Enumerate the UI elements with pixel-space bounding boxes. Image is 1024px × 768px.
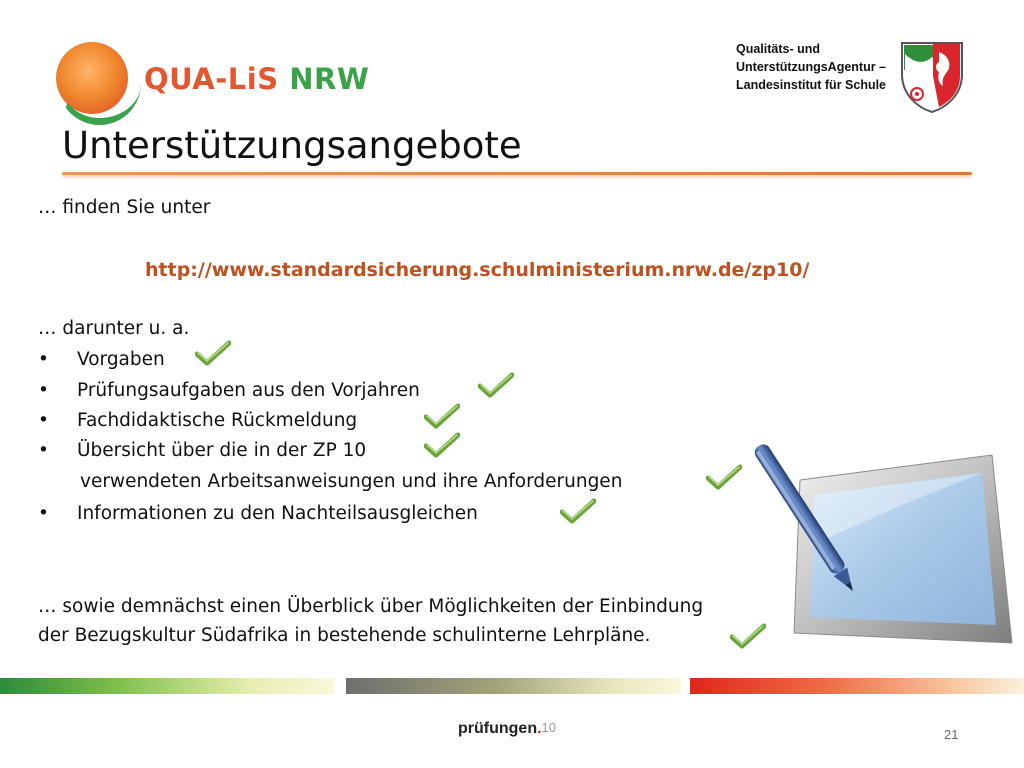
list-item-continuation: verwendeten Arbeitsanweisungen und ihre Anforderungen (80, 471, 623, 492)
footer-brand-text: prüfungen (458, 720, 538, 737)
check-icon (560, 498, 596, 524)
title-underline (62, 172, 972, 175)
among-text: … darunter u. a. (38, 318, 190, 339)
list-item-label: Prüfungsaufgaben aus den Vorjahren (77, 380, 420, 401)
check-icon (424, 432, 460, 458)
qua-lis-logo-swoosh-icon (58, 72, 141, 125)
slide-title: Unterstützungsangebote (62, 124, 522, 167)
footer-brand-dot: . (537, 720, 542, 737)
qua-lis-logo-text (144, 62, 369, 96)
check-icon (706, 464, 742, 490)
footer-brand-suffix: 10 (541, 720, 557, 735)
page-number: 21 (944, 727, 959, 742)
list-item-label: Vorgaben (77, 349, 165, 370)
tablet-pen-icon (742, 425, 1024, 670)
agency-name (736, 40, 896, 94)
check-icon (195, 340, 231, 366)
list-item-label: Übersicht über die in der ZP 10 (77, 440, 367, 461)
resource-link[interactable]: http://www.standardsicherung.schulministerium.nrw.de/zp10/ (145, 259, 810, 281)
logo-part2: NRW (289, 62, 370, 96)
bullet-icon: • (38, 410, 49, 431)
agency-line-2: UnterstützungsAgentur – (736, 60, 886, 74)
footer-brand (458, 720, 556, 738)
list-item-label: Informationen zu den Nachteilsausgleichen (77, 503, 478, 524)
qua-lis-logo (56, 42, 370, 120)
outro-line-1: … sowie demnächst einen Überblick über Möglichkeiten der Einbindung (38, 596, 704, 617)
footer-bar-gray (346, 678, 681, 694)
footer-bar-green (0, 678, 335, 694)
nrw-crest-icon (899, 40, 965, 114)
logo-part1: QUA-LiS (144, 62, 279, 96)
bullet-icon: • (38, 503, 49, 524)
bullet-icon: • (38, 440, 49, 461)
footer-bar-red (690, 678, 1024, 694)
outro-line-2: der Bezugskultur Südafrika in bestehende schulinterne Lehrpläne. (38, 625, 651, 646)
check-icon (478, 372, 514, 398)
list-item-label: Fachdidaktische Rückmeldung (77, 410, 358, 431)
agency-line-3: Landesinstitut für Schule (736, 78, 887, 92)
check-icon (424, 403, 460, 429)
agency-line-1: Qualitäts- und (736, 42, 821, 56)
bullet-icon: • (38, 380, 49, 401)
bullet-icon: • (38, 349, 49, 370)
intro-text: … finden Sie unter (38, 197, 211, 218)
